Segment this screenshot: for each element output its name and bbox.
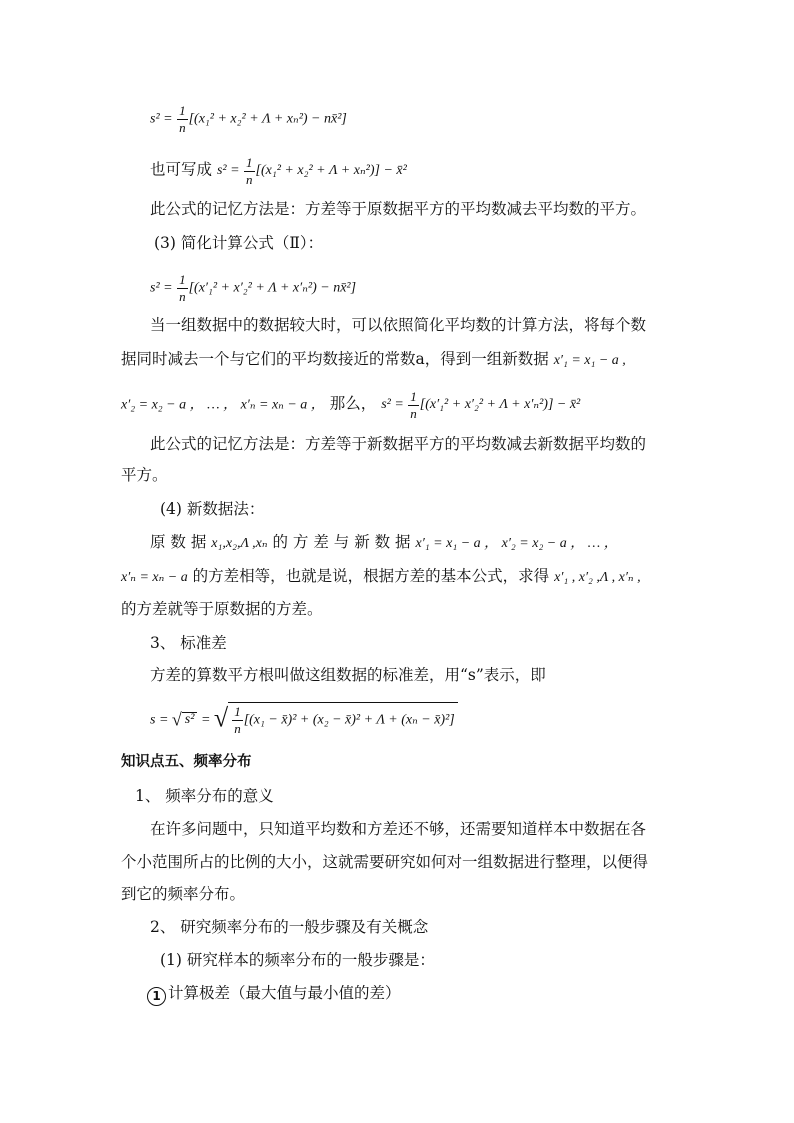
mean-squared: x̄² — [396, 163, 407, 179]
formula-body: [(x₁² + x₂² + Λ + xₙ²) − n — [188, 111, 331, 127]
formula-body: [(x′₁² + x′₂² + Λ + x′ₙ²)] − — [419, 397, 567, 413]
variance-formula-2: 也可写成 s² = $\frac{1}{n}$ [(x₁² + x₂² + Λ + xₙ²)] − x̄² — [150, 155, 407, 187]
circled-number-1: 1 — [147, 987, 166, 1006]
memory-note-1: 此公式的记忆方法是：方差等于原数据平方的平均数减去平均数的平方。 — [150, 200, 647, 218]
subsection-1-title: 1、 频率分布的意义 — [135, 787, 274, 805]
subsection-2-title: 2、 研究频率分布的一般步骤及有关概念 — [150, 918, 429, 936]
formula-body: [(x′₁² + x′₂² + Λ + x′ₙ²) − n — [188, 280, 341, 296]
paragraph-3-line-3: 到它的频率分布。 — [121, 885, 246, 903]
paragraph-1-line-2: 据同时减去一个与它们的平均数接近的常数a，得到一组新数据 x′₁ = x₁ − a , — [121, 350, 626, 368]
fraction-one-over-n: $\frac{1}{n}$ — [179, 103, 186, 135]
paragraph-2-line-2: x′ₙ = xₙ − a 的方差相等，也就是说，根据方差的基本公式，求得 x′₁ , x′₂ ,Λ , x′ₙ , — [121, 567, 641, 585]
new-data-expression: x′ₙ = xₙ − a — [121, 570, 188, 585]
steps-title: (1) 研究样本的频率分布的一般步骤是： — [160, 951, 435, 969]
new-data-list: x′₁ , x′₂ ,Λ , x′ₙ , — [554, 570, 641, 585]
step-1: 1 计算极差（最大值与最小值的差） — [147, 986, 401, 1006]
fraction-one-over-n: $\frac{1}{n}$ — [246, 155, 253, 187]
paragraph-1-line-1: 当一组数据中的数据较大时，可以依照简化平均数的计算方法，将每个数 — [150, 316, 647, 334]
section-3-title: 3、 标准差 — [150, 634, 227, 652]
fraction-one-over-n: $\frac{1}{n}$ — [179, 272, 186, 304]
memory-note-2-line-2: 平方。 — [121, 466, 168, 484]
variance-formula-3: s² = $\frac{1}{n}$ [(x′₁² + x′₂² + Λ + x′ₙ²) − nx̄²] — [150, 272, 357, 304]
new-data-expression: x′₁ = x₁ − a , — [553, 353, 626, 368]
mean-squared: x̄² — [340, 280, 351, 296]
paragraph-2-line-3: 的方差就等于原数据的方差。 — [121, 600, 323, 618]
paragraph-2-line-1: 原 数 据 x₁,x₂,Λ ,xₙ 的 方 差 与 新 数 据 x′₁ = x₁ − a ， x′₂ = x₂ − a ， … ， — [150, 533, 618, 551]
std-formula: s = √ s² = √ $\frac{1}{n}$ [(x₁ − x̄)² + (x₂ − x̄)² + Λ + (xₙ − x̄)²] — [150, 702, 458, 735]
formula-body: [(x₁ − x̄)² + (x₂ − x̄)² + Λ + (xₙ − x̄)²] — [243, 712, 455, 728]
item-3-title: (3) 简化计算公式（Ⅱ）： — [154, 234, 324, 252]
fraction-one-over-n: $\frac{1}{n}$ — [234, 704, 241, 736]
also-written-label: 也可写成 — [150, 160, 213, 179]
item-4-title: (4) 新数据法： — [160, 500, 265, 518]
memory-note-2-line-1: 此公式的记忆方法是：方差等于新数据平方的平均数减去新数据平均数的 — [150, 435, 647, 453]
formula-body: [(x₁² + x₂² + Λ + xₙ²)] − — [255, 163, 393, 179]
mean-squared: x̄² — [331, 111, 342, 127]
formula-lhs: s² = — [150, 111, 173, 127]
fraction-one-over-n: $\frac{1}{n}$ — [410, 389, 417, 421]
paragraph-3-line-1: 在许多问题中，只知道平均数和方差还不够，还需要知道样本中数据在各 — [150, 820, 647, 838]
paragraph-1-line-3: x′₂ = x₂ − a ， … ， x′ₙ = xₙ − a ， 那么， s² = $\frac{1}{n}$ [(x′₁² + x′₂² + Λ + x′ₙ²)] − x̄² — [121, 389, 581, 421]
std-definition: 方差的算数平方根叫做这组数据的标准差，用“s”表示，即 — [150, 666, 546, 684]
new-data-expression: x′₁ = x₁ − a ， x′₂ = x₂ − a ， … ， — [415, 536, 618, 551]
paragraph-3-line-2: 个小范围所占的比例的大小，这就需要研究如何对一组数据进行整理，以便得 — [121, 853, 649, 871]
original-data-expression: x₁,x₂,Λ ,xₙ — [211, 536, 268, 551]
knowledge-point-5-heading: 知识点五、频率分布 — [121, 754, 252, 770]
variance-formula-1: s² = $\frac{1}{n}$ [(x₁² + x₂² + Λ + xₙ²) − nx̄²] — [150, 103, 347, 135]
new-data-expression: x′₂ = x₂ − a ， … ， x′ₙ = xₙ − a ， — [121, 397, 325, 413]
mean-squared: x̄² — [569, 397, 581, 413]
